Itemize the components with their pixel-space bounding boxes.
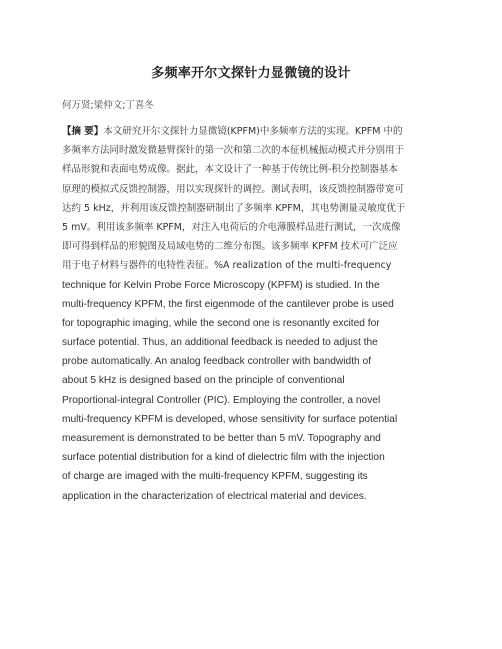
abstract-line: 达约 5 kHz，并利用该反馈控制器研制出了多频率 KPFM，其电势测量灵敏度优于 [62, 202, 406, 214]
document-authors: 何万贤;梁仲文;丁喜冬 [62, 100, 154, 111]
abstract-block [62, 122, 452, 506]
abstract-line [62, 122, 452, 141]
abstract-line: 用于电子材料与器件的电特性表征。%A realization of the multi-frequency [62, 260, 392, 272]
abstract-line: multi-frequency KPFM, the first eigenmode of the cantilever probe is used [62, 298, 394, 310]
abstract-line: application in the characterization of electrical material and devices. [62, 490, 367, 502]
abstract-line: Proportional-integral Controller (PIC). Employing the controller, a novel [62, 394, 381, 406]
abstract-line: surface potential. Thus, an additional feedback is needed to adjust the [62, 337, 378, 349]
abstract-line: 5 mV。利用该多频率 KPFM，对注入电荷后的介电薄膜样品进行测试，一次成像 [62, 221, 401, 233]
abstract-line: 即可得到样品的形貌图及局域电势的二维分布图。该多频率 KPFM 技术可广泛应 [62, 241, 398, 253]
abstract-line-text: 本文研究开尔文探针力显微镜(KPFM)中多频率方法的实现。KPFM 中的 [103, 126, 403, 137]
abstract-label: 【摘 要】 [62, 126, 104, 137]
abstract-line: probe automatically. An analog feedback controller with bandwidth of [62, 356, 372, 368]
abstract-line: 原理的模拟式反馈控制器，用以实现探针的调控。测试表明，该反馈控制器带宽可 [62, 183, 405, 195]
abstract-line: 样品形貌和表面电势成像。据此，本文设计了一种基于传统比例-积分控制器基本 [62, 164, 398, 176]
abstract-line: surface potential distribution for a kind of dielectric film with the injection [62, 452, 385, 464]
abstract-line: technique for Kelvin Probe Force Microscopy (KPFM) is studied. In the [62, 279, 380, 291]
abstract-line: of charge are imaged with the multi-frequency KPFM, suggesting its [62, 471, 368, 483]
abstract-line: about 5 kHz is designed based on the principle of conventional [62, 375, 345, 387]
abstract-line: measurement is demonstrated to be better than 5 mV. Topography and [62, 433, 381, 444]
abstract-line: multi-frequency KPFM is developed, whose sensitivity for surface potential [62, 413, 398, 425]
abstract-line: for topographic imaging, while the second one is resonantly excited for [62, 317, 380, 329]
abstract-line: 多频率方法同时激发微悬臂探针的第一次和第二次的本征机械振动模式并分别用于 [62, 145, 405, 157]
document-title: 多频率开尔文探针力显微镜的设计 [151, 66, 351, 81]
